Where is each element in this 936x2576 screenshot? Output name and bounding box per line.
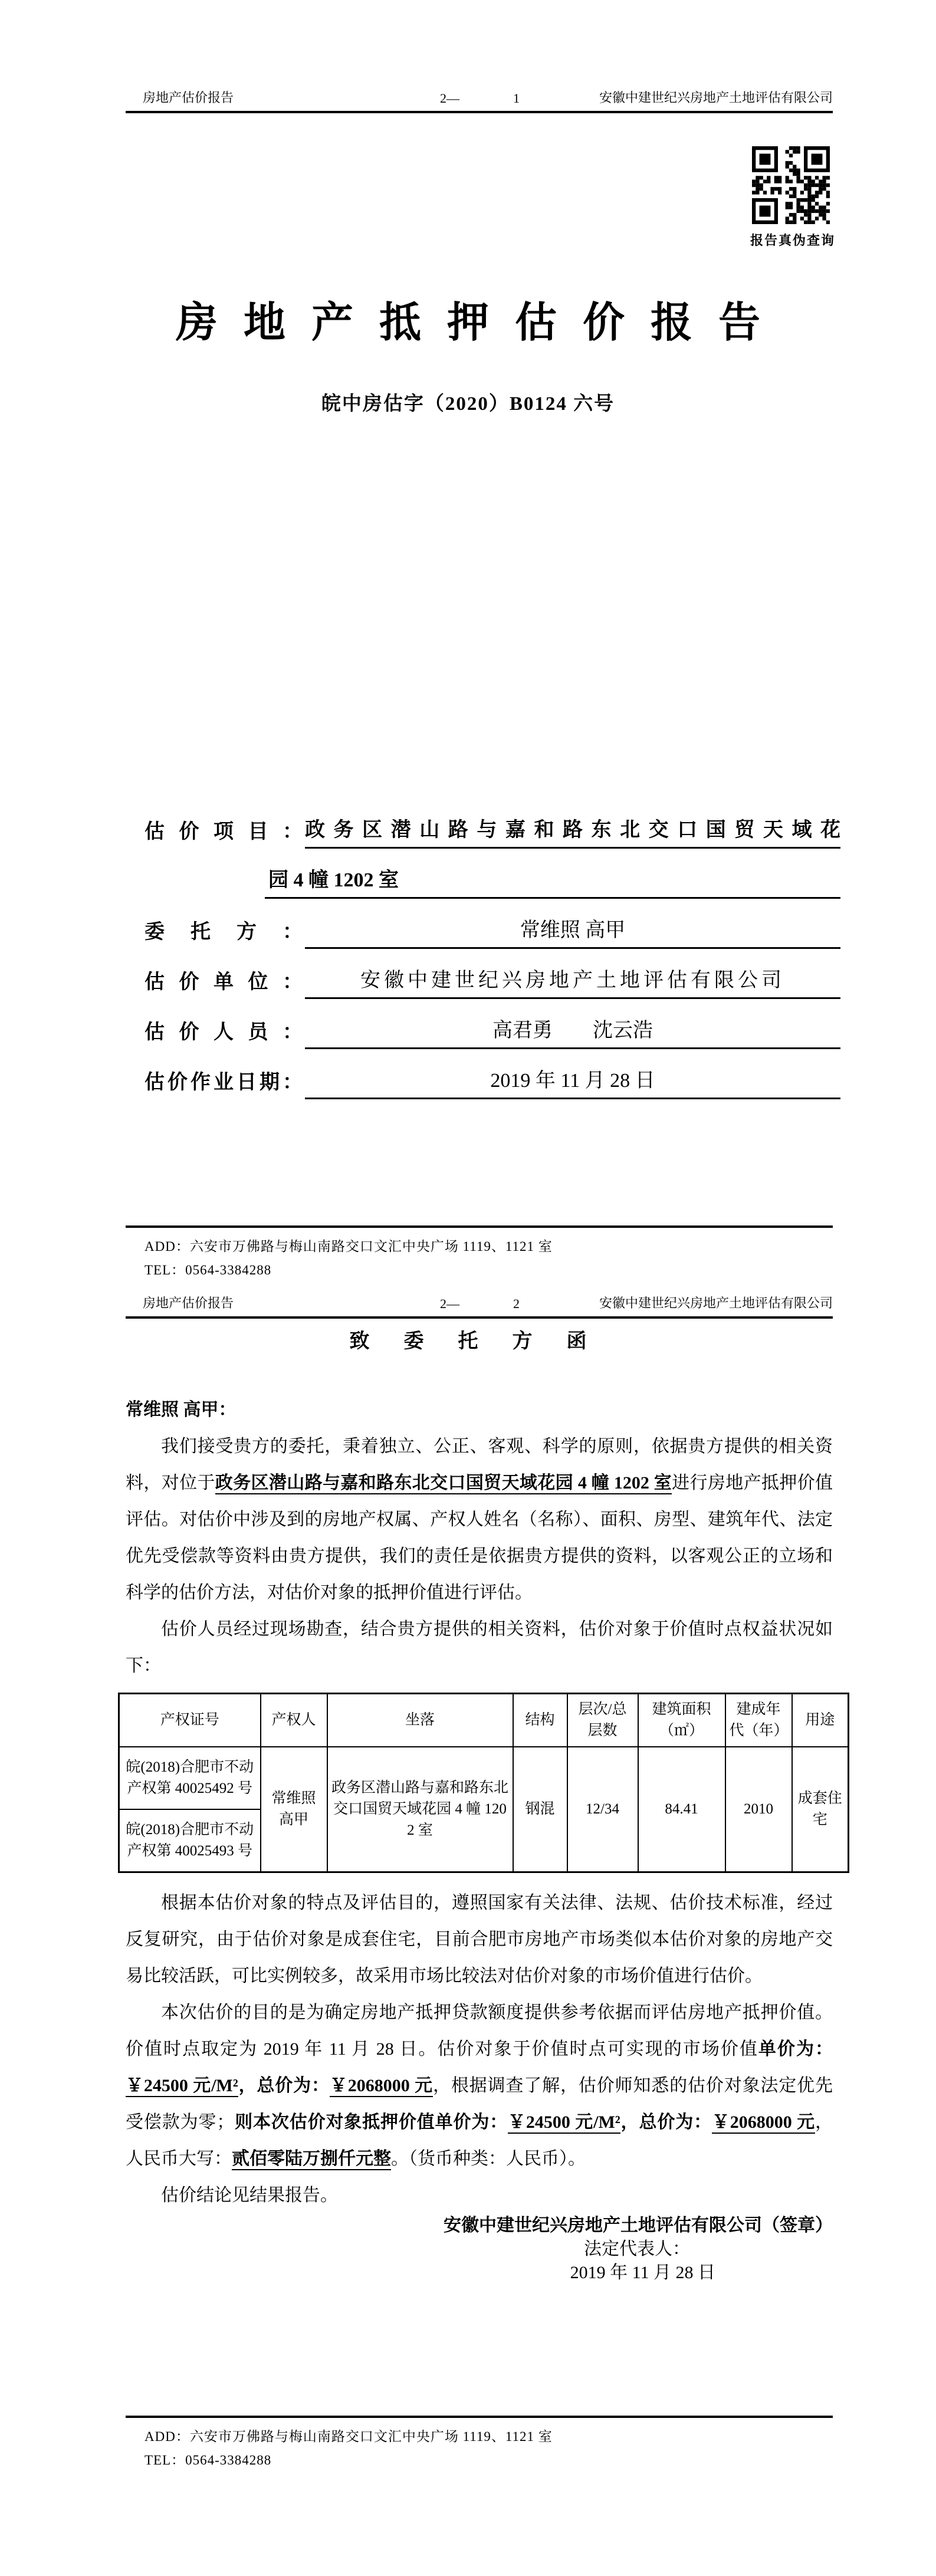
mortgage-total-label: ，总价为： [620,2112,712,2132]
total-price-label: ，总价为： [238,2076,330,2095]
field-value-project-line1: 政务区潜山路与嘉和路东北交口国贸天域花 [305,813,840,849]
letter-body [126,1392,842,2285]
header-company-name: 安徽中建世纪兴房地产土地评估有限公司 [599,90,833,105]
th-structure: 结构 [513,1694,567,1747]
page-footer [126,1225,833,1282]
header-company-name: 安徽中建世纪兴房地产土地评估有限公司 [599,1296,833,1310]
cover-fields [144,799,840,1099]
unit-price-value: ￥24500 元/M² [126,2076,238,2097]
paragraph-valuation [126,1995,833,2177]
field-value-agency: 安徽中建世纪兴房地产土地评估有限公司 [305,964,840,999]
header-report-title: 房地产估价报告 [143,90,234,105]
th-usage: 用途 [792,1694,849,1747]
cell-floor: 12/34 [567,1747,638,1872]
cell-cert-no-2: 皖(2018)合肥市不动产权第 40025493 号 [119,1809,261,1872]
mortgage-unit-price-value: ￥24500 元/M² [508,2112,620,2134]
header-page-number: 1 [513,91,520,106]
cell-year-built: 2010 [725,1747,792,1872]
cell-cert-no-1: 皖(2018)合肥市不动产权第 40025492 号 [119,1747,261,1809]
paragraph-conclusion: 估价结论见结果报告。 [161,2186,338,2205]
report-main-title: 房地产抵押估价报告 [175,300,786,346]
header-page-prefix: 2— [440,91,459,106]
table-header-row [119,1694,849,1747]
signature-date: 2019 年 11 月 28 日 [570,2263,715,2282]
unit-price-label: 单价为： [758,2039,833,2059]
field-label-client: 委托方： [144,921,303,943]
para1-subject-property: 政务区潜山路与嘉和路东北交口国贸天域花园 4 幢 1202 室 [215,1473,672,1494]
field-row-project-continued [144,849,840,899]
field-row-agency [144,949,840,999]
salutation: 常维照 高甲： [126,1400,237,1420]
th-floor: 层次/总层数 [567,1694,638,1747]
page-header [126,1292,833,1319]
table-row [119,1747,849,1809]
caps-label: ，人民币大写： [126,2112,833,2168]
mortgage-unit-price-label: 则本次估价对象抵押价值单价为： [234,2112,508,2132]
field-row-project [144,799,840,849]
th-cert-no: 产权证号 [119,1694,261,1747]
page-header [126,86,833,113]
caps-amount-value: 贰佰零陆万捌仟元整 [232,2149,391,2170]
para4-pre: 本次估价的目的是为确定房地产抵押贷款额度提供参考依据而评估房地产抵押价值。价值时点取定为 2019 年 11 月 28 日。估价对象于价值时点可实现的市场价值 [126,2003,833,2059]
para1-post: 进行房地产抵押价值评估。对估价中涉及到的房地产权属、产权人姓名（名称）、面积、房型、建筑年代、法定优先受偿款等资料由贵方提供，我们的责任是依据贵方提供的资料，以客观公正的立场和科学的估价方法，对估价对象的抵押价值进行评估。 [126,1473,833,1602]
qr-code [752,146,830,224]
cell-structure: 钢混 [513,1747,567,1872]
field-value-client: 常维照 高甲 [305,914,840,949]
th-year-built: 建成年代（年） [725,1694,792,1747]
paragraph-commission [126,1428,833,1611]
cell-area: 84.41 [638,1747,725,1872]
page-letter [0,1288,936,2576]
field-label-appraisers: 估价人员： [144,1021,303,1043]
cell-location: 政务区潜山路与嘉和路东北交口国贸天域花园 4 幢 1202 室 [327,1747,513,1872]
cell-owner: 常维照 高甲 [261,1747,327,1872]
appraisal-table [118,1693,849,1873]
footer-phone: TEL：0564-3384288 [144,1263,272,1277]
qr-caption: 报告真伪查询 [750,233,836,248]
field-label-date: 估价作业日期： [144,1072,303,1093]
footer-phone: TEL：0564-3384288 [144,2453,272,2467]
th-area: 建筑面积（㎡） [638,1694,725,1747]
field-value-project-line2: 园 4 幢 1202 室 [265,863,840,899]
footer-address: ADD：六安市万佛路与梅山南路交口文汇中央广场 1119、1121 室 [144,2429,553,2444]
para1-pre: 我们接受贵方的委托，秉着独立、公正、客观、科学的原则，依据贵方提供的相关资料，对位于 [126,1437,833,1493]
field-label-project: 估价项目： [144,821,303,843]
letter-title: 致委托方函 [349,1330,621,1352]
para4-mid: ，根据调查了解，估价师知悉的估价对象法定优先受偿款为零； [126,2076,833,2132]
paragraph-method: 根据本估价对象的特点及评估目的，遵照国家有关法律、法规、估价技术标准，经过反复研究，由于估价对象是成套住宅，目前合肥市房地产市场类似本估价对象的房地产交易比较活跃，可比实例较多，故采用市场比较法对估价对象的市场价值进行估价。 [126,1893,833,1986]
para4-post: 。（货币种类：人民币）。 [391,2149,586,2168]
header-page-number: 2 [513,1296,520,1311]
cell-usage: 成套住宅 [792,1747,849,1872]
th-location: 坐落 [327,1694,513,1747]
mortgage-total-value: ￥2068000 元 [712,2112,815,2134]
page-footer [126,2416,833,2472]
field-row-client [144,899,840,949]
report-doc-number: 皖中房估字（2020）B0124 六号 [321,393,615,415]
footer-address: ADD：六安市万佛路与梅山南路交口文汇中央广场 1119、1121 室 [144,1239,553,1254]
field-value-date: 2019 年 11 月 28 日 [305,1064,840,1099]
field-row-appraisers [144,999,840,1049]
qr-block [750,146,836,249]
field-row-date [144,1049,840,1099]
header-report-title: 房地产估价报告 [143,1296,234,1310]
field-value-appraisers: 高君勇 沈云浩 [305,1014,840,1049]
th-owner: 产权人 [261,1694,327,1747]
total-price-value: ￥2068000 元 [330,2076,433,2097]
paragraph-survey: 估价人员经过现场勘查，结合贵方提供的相关资料，估价对象于价值时点权益状况如下： [126,1619,833,1675]
header-page-prefix: 2— [440,1296,459,1311]
signature-company: 安徽中建世纪兴房地产土地评估有限公司（签章） [444,2216,833,2235]
legal-representative-label: 法定代表人： [584,2239,690,2259]
field-label-agency: 估价单位： [144,971,303,993]
